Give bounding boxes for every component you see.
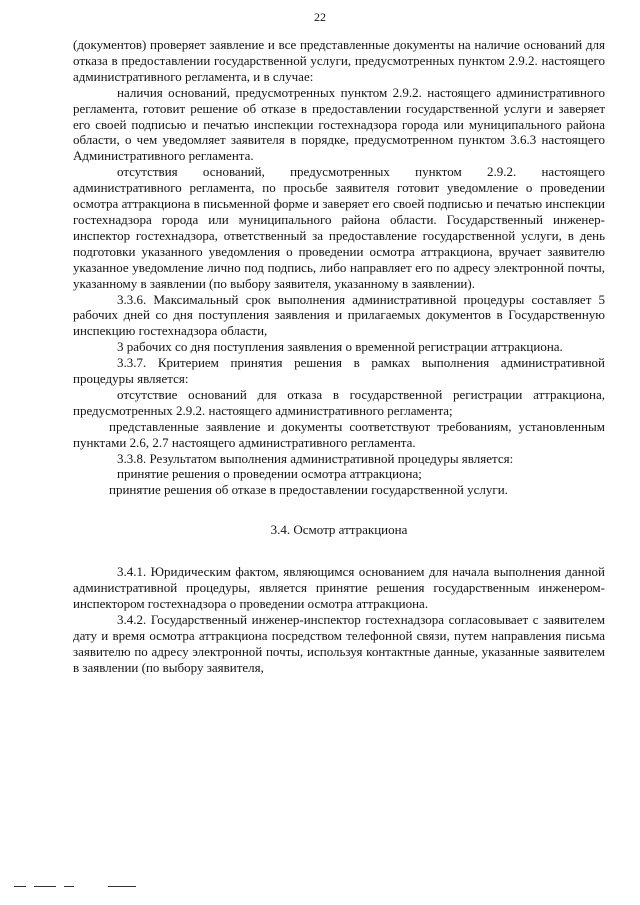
section-heading: 3.4. Осмотр аттракциона bbox=[270, 522, 408, 538]
paragraph: 3.4.1. Юридическим фактом, являющимся основанием для начала выполнения данной административной процедуры, является принятие решения государственным инженером-инспектором гостехнадзора о проведении осмотра аттракциона. bbox=[73, 564, 605, 611]
footer-mark bbox=[14, 886, 26, 887]
footer-mark bbox=[64, 886, 74, 887]
paragraph: принятие решения об отказе в предоставлении государственной услуги. bbox=[109, 482, 508, 498]
section-3-4-body bbox=[73, 564, 605, 675]
footer-marks bbox=[0, 884, 160, 890]
footer-mark bbox=[108, 886, 136, 887]
paragraph: принятие решения о проведении осмотра аттракциона; bbox=[117, 466, 422, 482]
paragraph: наличия оснований, предусмотренных пунктом 2.9.2. настоящего административного регламента, готовит решение об отказе в предоставлении государственной услуги и заверяет его своей подписью и печатью инспекции гостехнадзора города или муниципального района области, о чем уведомляет заявителя в порядке, предусмотренном пунктом 3.6.3 настоящего Административного регламента. bbox=[73, 84, 605, 164]
paragraph: 3.3.8. Результатом выполнения административной процедуры является: bbox=[117, 450, 514, 466]
paragraph: 3 рабочих со дня поступления заявления о временной регистрации аттракциона. bbox=[117, 339, 563, 355]
paragraph: 3.4.2. Государственный инженер-инспектор гостехнадзора согласовывает с заявителем дату и время осмотра аттракциона посредством телефонной связи, путем направления письма заявителю по адресу электронной почты, используя контактные данные, указанные заявителем в заявлении (по выбору заявителя, bbox=[73, 611, 605, 675]
paragraph: 3.3.6. Максимальный срок выполнения административной процедуры составляет 5 рабочих дней со дня поступления заявления и прилагаемых документов в Государственную инспекцию гостехнадзора области, bbox=[73, 291, 605, 339]
paragraph: представленные заявление и документы соответствуют требованиям, установленным пунктами 2.6, 2.7 настоящего административного регламента. bbox=[73, 418, 605, 450]
paragraph: (документов) проверяет заявление и все представленные документы на наличие оснований для отказа в предоставлении государственной услуги, предусмотренных пунктом 2.9.2. настоящего административного регламента, и в случае: bbox=[73, 37, 605, 84]
page-number: 22 bbox=[314, 10, 326, 24]
paragraph: отсутствие оснований для отказа в государственной регистрации аттракциона, предусмотренных 2.9.2. настоящего административного регламента; bbox=[73, 386, 605, 418]
paragraph: 3.3.7. Критерием принятия решения в рамках выполнения административной процедуры является: bbox=[73, 355, 605, 387]
page-content bbox=[73, 37, 605, 676]
paragraph: отсутствия оснований, предусмотренных пунктом 2.9.2. настоящего административного регламента, по просьбе заявителя готовит уведомление о проведении осмотра аттракциона в письменной форме и заверяет его своей подписью и печатью инспекции гостехнадзора города или муниципального района области. Государственный инженер-инспектор гостехнадзора, ответственный за предоставление государственной услуги, в день подготовки указанного уведомления о проведении осмотра аттракциона, вручает заявителю указанное уведомление лично под подпись, либо направляет его по адресу электронной почты, указанному в заявлении (по выбору заявителя, указанному в заявлении). bbox=[73, 164, 605, 291]
section-3-3-body bbox=[73, 37, 605, 498]
footer-mark bbox=[34, 886, 56, 887]
